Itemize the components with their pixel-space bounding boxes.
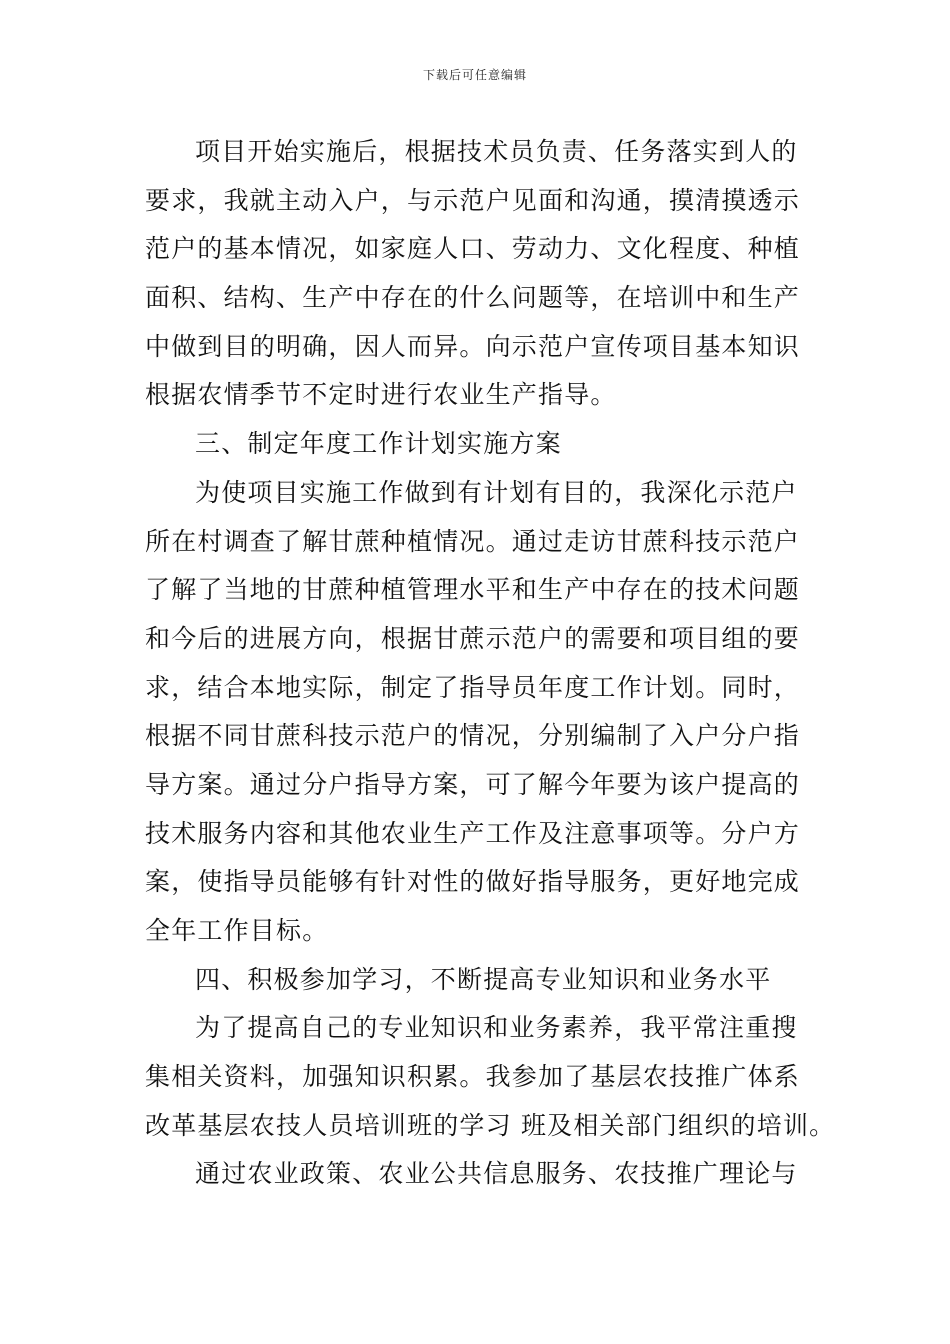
- paragraph-line: 根据不同甘蔗科技示范户的情况，分别编制了入户分户指: [145, 721, 801, 751]
- paragraph-line: 范户的基本情况，如家庭人口、劳动力、文化程度、种植: [145, 234, 801, 264]
- paragraph-line: 项目开始实施后，根据技术员负责、任务落实到人的: [195, 137, 798, 166]
- paragraph-line: 技术服务内容和其他农业生产工作及注意事项等。分户方: [145, 818, 801, 848]
- section-heading: 三、制定年度工作计划实施方案: [195, 429, 562, 459]
- paragraph-line: 全年工作目标。: [145, 916, 329, 945]
- paragraph-line: 所在村调查了解甘蔗种植情况。通过走访甘蔗科技示范户: [145, 526, 801, 556]
- paragraph-line: 求，结合本地实际，制定了指导员年度工作计划。同时，: [145, 672, 801, 702]
- paragraph-line: 根据农情季节不定时进行农业生产指导。: [145, 380, 617, 410]
- document-body: [145, 128, 836, 1199]
- section-heading: 四、积极参加学习，不断提高专业知识和业务水平: [195, 964, 772, 994]
- paragraph-line: 集相关资料，加强知识积累。我参加了基层农技推广体系: [145, 1062, 801, 1092]
- paragraph-line: 改革基层农技人员培训班的学习 班及相关部门组织的培训。: [145, 1110, 836, 1140]
- paragraph-line: 案，使指导员能够有针对性的做好指导服务，更好地完成: [145, 867, 801, 897]
- paragraph-line: 和今后的进展方向，根据甘蔗示范户的需要和项目组的要: [145, 623, 801, 653]
- paragraph-line: 了解了当地的甘蔗种植管理水平和生产中存在的技术问题: [145, 575, 801, 605]
- paragraph-line: 为使项目实施工作做到有计划有目的，我深化示范户: [195, 477, 798, 507]
- paragraph-line: 通过农业政策、农业公共信息服务、农技推广理论与: [195, 1159, 798, 1189]
- paragraph-line: 面积、结构、生产中存在的什么问题等，在培训中和生产: [145, 283, 801, 313]
- paragraph-line: 为了提高自己的专业知识和业务素养，我平常注重搜: [195, 1013, 798, 1043]
- paragraph-line: 中做到目的明确，因人而异。向示范户宣传项目基本知识: [145, 331, 801, 361]
- paragraph-line: 要求，我就主动入户，与示范户见面和沟通，摸清摸透示: [145, 185, 801, 215]
- page-header-note: 下载后可任意编辑: [422, 68, 527, 82]
- paragraph-line: 导方案。通过分户指导方案，可了解今年要为该户提高的: [145, 769, 801, 799]
